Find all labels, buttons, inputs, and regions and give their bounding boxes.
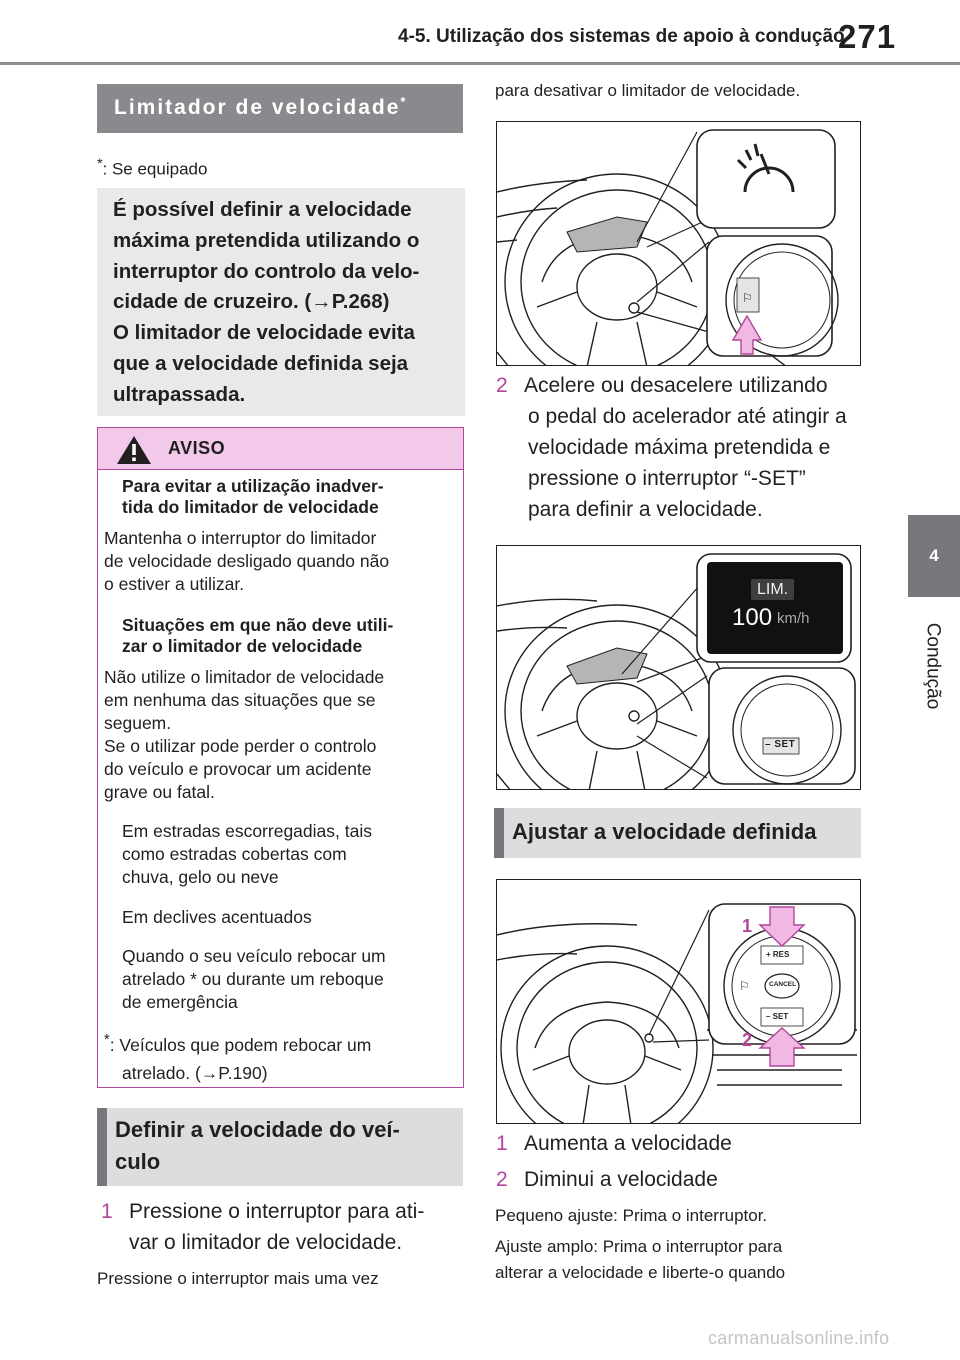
cancel-switch-label: CANCEL [769,981,797,988]
adjust-speed-title: Ajustar a velocidade definida [494,808,861,858]
intro-line: máxima pretendida utilizando o [113,228,420,252]
large-adjust-note [495,1234,785,1286]
warning-box [97,427,464,1088]
figure-limiter-switch [496,121,861,366]
chapter-label-text: Condução [922,622,943,710]
steering-wheel-illustration-3 [497,880,861,1124]
warning-text-line: seguem. [104,713,172,733]
speed-limiter-title-mark: * [400,94,408,109]
warning-footnote [104,1026,371,1087]
warning-footnote-line [104,1026,371,1059]
svg-text:⚐: ⚐ [742,291,753,305]
warning-text-line: em nenhuma das situações que se [104,690,376,710]
warning-subtitle-2 [122,615,393,657]
figure-set-speed [496,545,861,790]
svg-text:⚐: ⚐ [739,979,750,993]
warning-triangle-icon [116,435,152,465]
step-2-line: o pedal do acelerador até atingir a [528,405,847,428]
steering-wheel-illustration-1 [497,122,861,366]
item-number: 1 [496,1132,508,1155]
warning-text-line: do veículo e provocar um acidente [104,759,372,779]
warning-text-2 [104,666,384,804]
step-2-line: Acelere ou desacelere utilizando [524,374,828,397]
page-number: 271 [838,18,897,55]
watermark: carmanualsonline.info [708,1328,890,1348]
callout-1: 1 [742,916,753,936]
speed-limiter-title [97,84,463,133]
warning-label: AVISO [168,438,226,458]
step-2-line: velocidade máxima pretendida e [528,436,831,459]
warning-text-line: Não utilize o limitador de velocidade [104,667,385,687]
warning-item-line: de emergência [122,992,238,1012]
define-speed-title-line: culo [115,1149,161,1174]
small-adjust-note: Pequeno ajuste: Prima o interruptor. [495,1206,768,1225]
adjust-item-1 [496,1128,732,1159]
warning-item-line: Em estradas escorregadias, tais [122,821,372,841]
equipped-footnote [97,156,207,180]
step-2-line: pressione o interruptor “-SET” [528,467,806,490]
step-1-line: Pressione o interruptor para ati- [129,1200,425,1223]
display-mode: LIM. [751,579,794,600]
large-adjust-line: alterar a velocidade e liberte-o quando [495,1263,786,1282]
intro-line: que a velocidade definida seja [113,351,409,375]
warning-text-line: Mantenha o interruptor do limitador [104,528,377,548]
adjust-item-1-text: Aumenta a velocidade [524,1132,732,1155]
adjust-item-2-text: Diminui a velocidade [524,1168,718,1191]
warning-subtitle-line: zar o limitador de velocidade [122,636,363,656]
chapter-label [912,606,952,726]
intro-line: É possível definir a velocidade [113,198,412,221]
display-unit: km/h [777,610,810,627]
header-rule [0,62,960,65]
set-switch-label: – SET [765,739,796,750]
warning-item-line: chuva, gelo ou neve [122,867,279,887]
warning-subtitle-line: Para evitar a utilização inadver- [122,476,384,496]
chapter-tab: 4 [908,515,960,597]
intro-line: cidade de cruzeiro. (→P.268) [113,290,390,314]
warning-footnote-text: : Veículos que podem rebocar um [109,1034,372,1055]
intro-line: interruptor do controlo da velo- [113,259,420,283]
warning-item-line: Quando o seu veículo rebocar um [122,946,386,966]
warning-text-line: de velocidade desligado quando não [104,551,390,571]
step-1-note-cont: para desativar o limitador de velocidade. [495,81,801,100]
warning-text-line: Se o utilizar pode perder o controlo [104,736,377,756]
warning-text-line: grave ou fatal. [104,782,215,802]
warning-subtitle-line: tida do limitador de velocidade [122,497,379,517]
warning-header [98,428,463,470]
set-switch-text-2: SET [772,1012,789,1021]
step-2-line: para definir a velocidade. [528,498,763,521]
display-speed: 100 [732,604,773,631]
set-switch-label-2: – SET [766,1012,789,1021]
adjust-item-2 [496,1164,718,1195]
step-1-note: Pressione o interruptor mais uma vez [97,1269,379,1288]
section-header: 4-5. Utilização dos sistemas de apoio à condução [398,26,845,47]
intro-line: O limitador de velocidade evita [113,321,415,345]
warning-text-1 [104,527,389,596]
step-1-line: var o limitador de velocidade. [129,1231,403,1254]
step-2 [496,370,847,525]
warning-item-line: atrelado * ou durante um reboque [122,969,384,989]
item-number: 2 [496,1168,508,1191]
step-1 [101,1196,424,1258]
warning-footnote-mark: * [104,1032,110,1048]
step-number: 2 [496,374,508,397]
warning-item-2 [122,906,312,929]
intro-box [97,188,465,416]
warning-item-line: Em declives acentuados [122,907,312,927]
equipped-footnote-mark: * [97,156,103,172]
steering-wheel-illustration-2 [497,546,861,790]
warning-item-line: como estradas cobertas com [122,844,347,864]
warning-item-3 [122,945,386,1014]
warning-text-line: o estiver a utilizar. [104,574,245,594]
speed-limiter-title-text: Limitador de velocidade [114,96,401,119]
step-number: 1 [101,1200,113,1223]
warning-subtitle-line: Situações em que não deve utili- [122,615,394,635]
figure-adjust-speed [496,879,861,1124]
define-speed-title [97,1108,463,1186]
warning-item-1 [122,820,372,889]
large-adjust-line: Ajuste amplo: Prima o interruptor para [495,1237,783,1256]
res-switch-text: RES [772,950,790,959]
warning-footnote-line: atrelado. (→P.190) [122,1062,268,1083]
set-switch-text: SET [774,739,796,750]
define-speed-title-line: Definir a velocidade do veí- [115,1117,400,1142]
equipped-footnote-text: : Se equipado [102,159,208,179]
callout-2: 2 [742,1030,753,1050]
res-switch-label: + RES [766,950,790,959]
warning-subtitle-1 [122,476,384,518]
intro-line: ultrapassada. [113,382,246,406]
